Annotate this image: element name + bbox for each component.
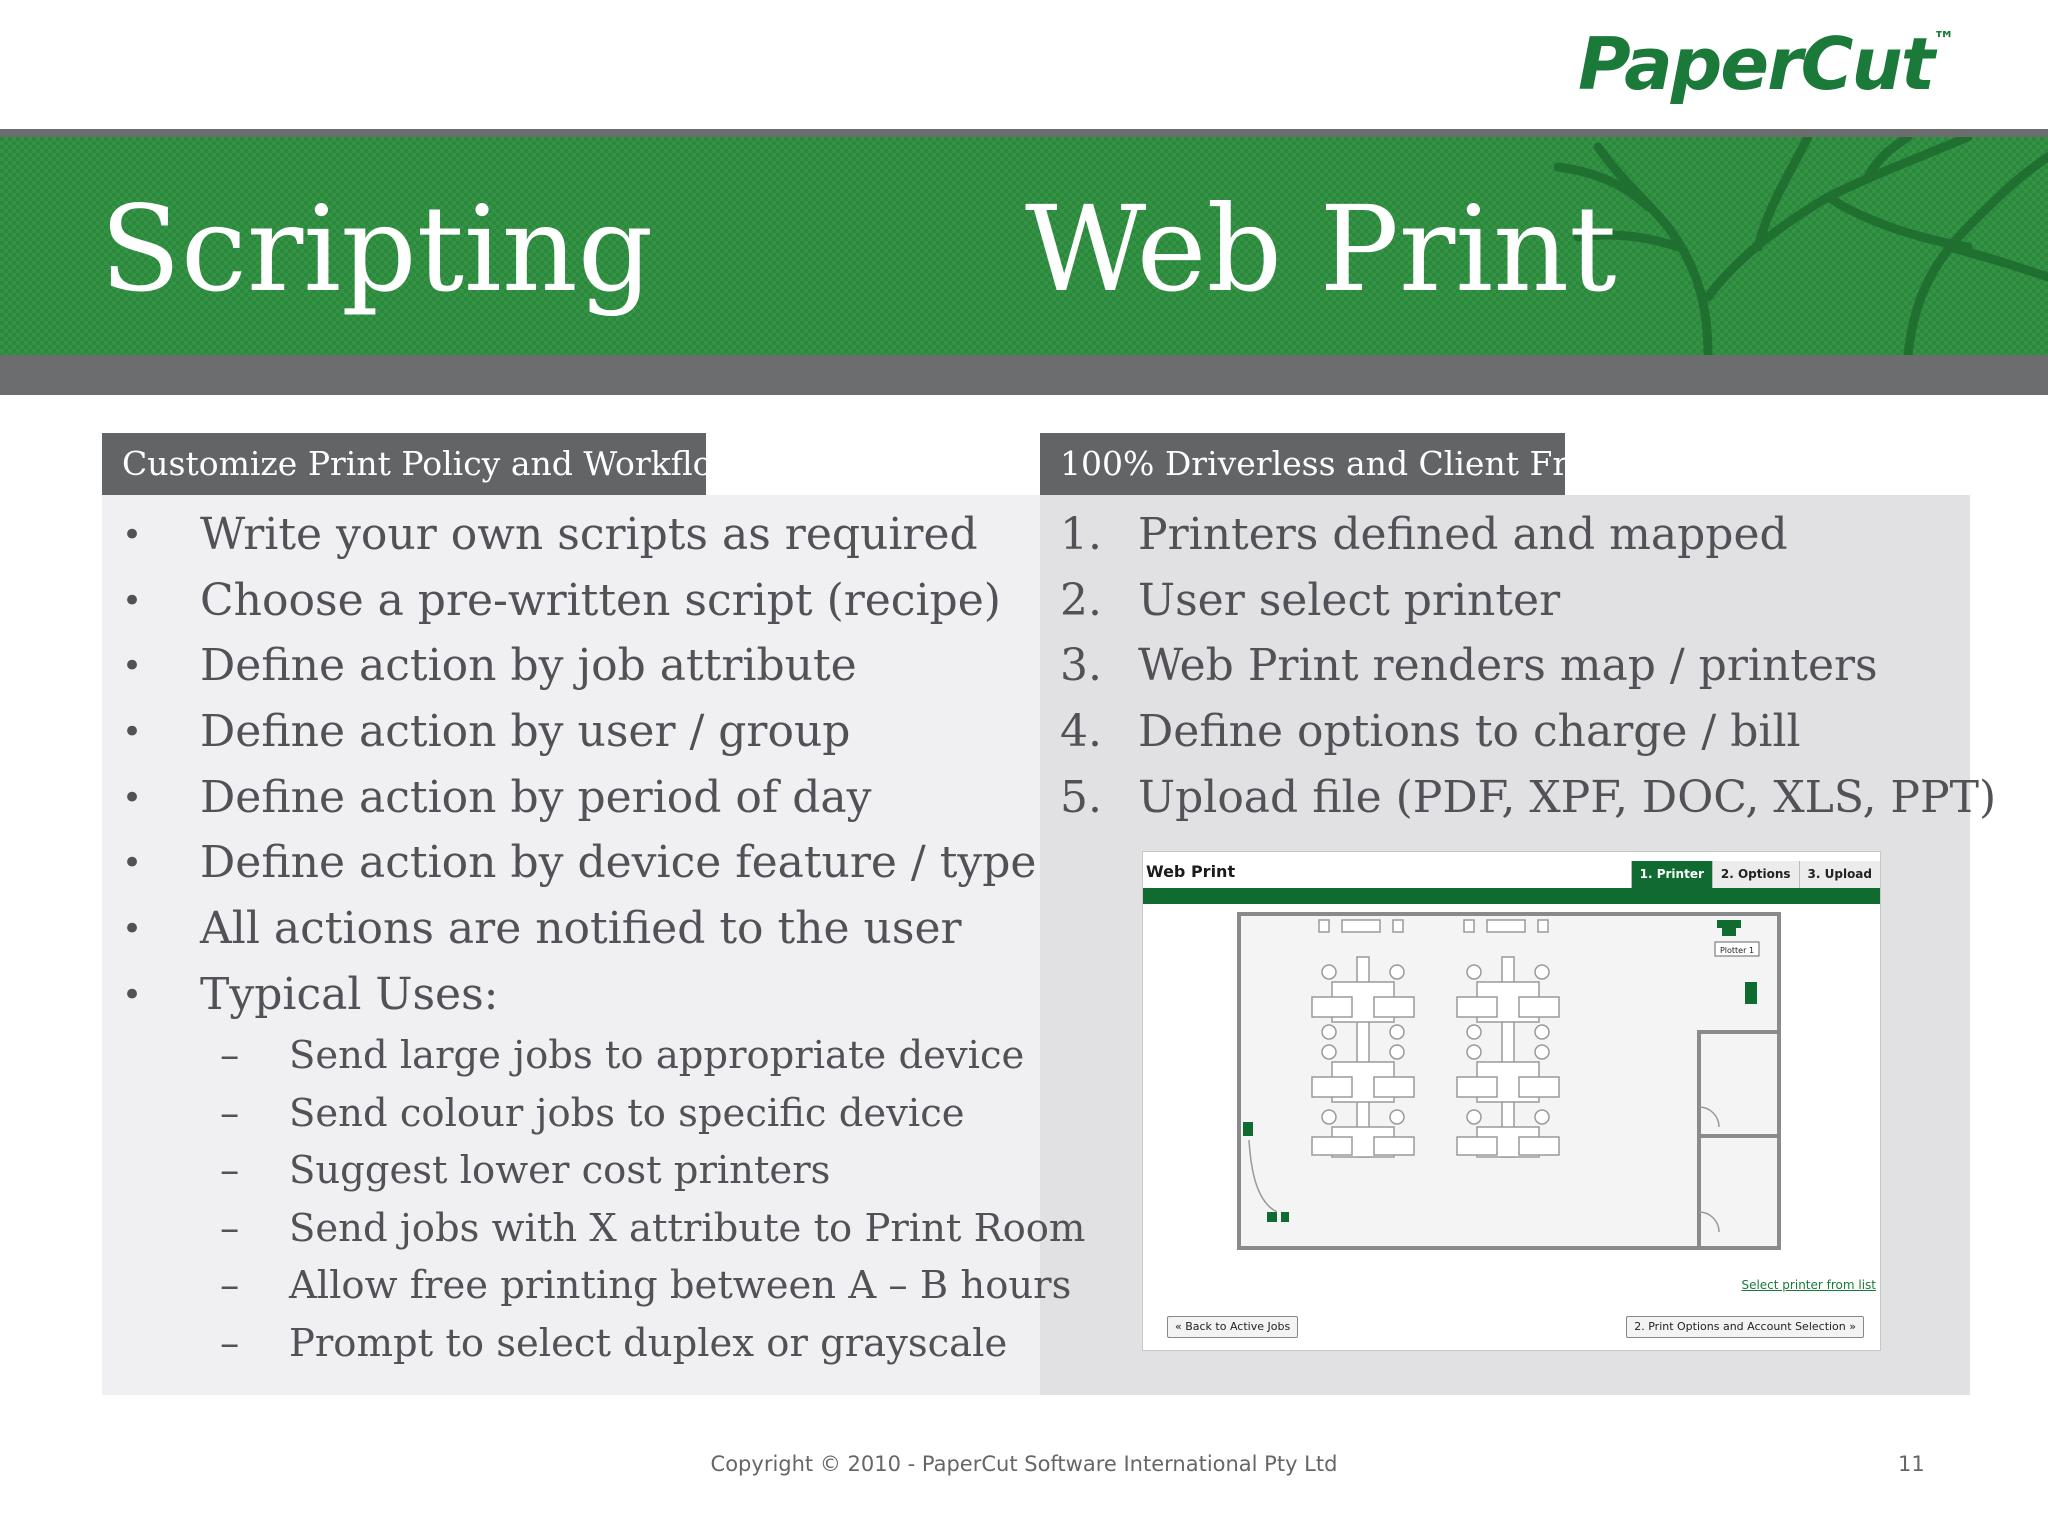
- webprint-numbered-list: [1060, 505, 1996, 833]
- copyright-footer: Copyright © 2010 - PaperCut Software International Pty Ltd: [710, 1452, 1338, 1476]
- bullet-marker: •: [122, 646, 143, 687]
- list-item-text: User select printer: [1138, 574, 1561, 626]
- list-item: [1060, 505, 1996, 571]
- bullet-marker: •: [122, 974, 143, 1015]
- list-item-text: Send large jobs to appropriate device: [289, 1033, 1025, 1078]
- list-item-text: Define action by user / group: [200, 706, 851, 758]
- title-scripting: Scripting: [100, 180, 654, 318]
- wizard-steps: [1631, 861, 1880, 888]
- list-item: [220, 1143, 1085, 1201]
- list-item-text: Define options to charge / bill: [1138, 706, 1801, 758]
- dash-marker: –: [220, 1033, 240, 1078]
- typical-uses-list: [220, 1028, 1085, 1374]
- list-item: [122, 833, 1036, 899]
- bullet-marker: •: [122, 515, 143, 555]
- select-printer-link[interactable]: Select printer from list: [1741, 1278, 1876, 1292]
- list-number: 2.: [1060, 574, 1102, 626]
- list-item-text: Send jobs with X attribute to Print Room: [289, 1205, 1086, 1251]
- list-item: [122, 899, 1036, 965]
- list-item-text: Define action by job attribute: [200, 640, 857, 692]
- list-number: 4.: [1060, 706, 1102, 758]
- dash-marker: –: [220, 1320, 240, 1366]
- screenshot-header-bar: [1143, 888, 1880, 904]
- banner-top-stripe: [0, 129, 2048, 137]
- list-item-text: Suggest lower cost printers: [289, 1148, 831, 1194]
- list-number: 3.: [1060, 640, 1102, 692]
- page-number: 11: [1898, 1452, 1925, 1476]
- webprint-tab-label: 100% Driverless and Client Free: [1040, 433, 1565, 495]
- list-item: [220, 1086, 1085, 1144]
- bullet-marker: •: [122, 712, 143, 753]
- list-item-text: Send colour jobs to specific device: [289, 1090, 965, 1136]
- list-item-text: Typical Uses:: [200, 968, 499, 1020]
- bullet-marker: •: [122, 909, 143, 950]
- list-item: [1060, 702, 1996, 768]
- step-upload-tab[interactable]: 3. Upload: [1799, 861, 1880, 888]
- list-item: [122, 965, 1036, 1031]
- list-item: [1060, 768, 1996, 834]
- list-item: [1060, 636, 1996, 702]
- list-item-text: Web Print renders map / printers: [1138, 640, 1878, 692]
- list-item: [1060, 571, 1996, 637]
- dash-marker: –: [220, 1205, 240, 1251]
- list-item: [122, 571, 1036, 637]
- floor-plan-map[interactable]: [1237, 912, 1781, 1250]
- list-item-text: Define action by period of day: [200, 771, 872, 823]
- bullet-marker: •: [122, 580, 143, 621]
- print-options-button[interactable]: 2. Print Options and Account Selection »: [1626, 1316, 1864, 1338]
- scripting-bullet-list: [122, 505, 1036, 1031]
- scripting-tab-label: Customize Print Policy and Workflow: [102, 433, 706, 495]
- list-item-text: Printers defined and mapped: [1138, 509, 1788, 560]
- papercut-logo: [1578, 22, 1953, 106]
- bullet-marker: •: [122, 843, 143, 884]
- printer-label[interactable]: Plotter 1: [1719, 946, 1755, 955]
- list-item-text: Upload file (PDF, XPF, DOC, XLS, PPT): [1138, 771, 1997, 823]
- logo-text: PaperCut: [1578, 22, 1934, 106]
- list-number: 5.: [1060, 771, 1102, 823]
- list-item-text: All actions are notified to the user: [200, 903, 962, 955]
- list-number: 1.: [1060, 509, 1102, 560]
- dash-marker: –: [220, 1090, 240, 1136]
- list-item: [220, 1201, 1085, 1259]
- step-printer-tab[interactable]: 1. Printer: [1631, 861, 1712, 888]
- list-item: [220, 1316, 1085, 1374]
- list-item-text: Write your own scripts as required: [200, 509, 978, 560]
- list-item: [220, 1258, 1085, 1316]
- dash-marker: –: [220, 1263, 240, 1309]
- title-web-print: Web Print: [1025, 180, 1617, 318]
- back-to-active-jobs-button[interactable]: « Back to Active Jobs: [1167, 1316, 1298, 1338]
- screenshot-title: Web Print: [1146, 862, 1236, 881]
- list-item: [122, 768, 1036, 834]
- webprint-screenshot: [1142, 851, 1881, 1351]
- list-item-text: Allow free printing between A – B hours: [289, 1263, 1072, 1309]
- list-item: [122, 636, 1036, 702]
- list-item-text: Prompt to select duplex or grayscale: [289, 1320, 1008, 1366]
- trademark-mark: ™: [1933, 28, 1954, 53]
- list-item: [122, 702, 1036, 768]
- step-options-tab[interactable]: 2. Options: [1712, 861, 1799, 888]
- dash-marker: –: [220, 1148, 240, 1194]
- bullet-marker: •: [122, 777, 143, 818]
- list-item: [220, 1028, 1085, 1086]
- list-item: [122, 505, 1036, 571]
- list-item-text: Choose a pre-written script (recipe): [200, 574, 1001, 626]
- banner-bottom-stripe: [0, 355, 2048, 395]
- list-item-text: Define action by device feature / type: [200, 837, 1037, 889]
